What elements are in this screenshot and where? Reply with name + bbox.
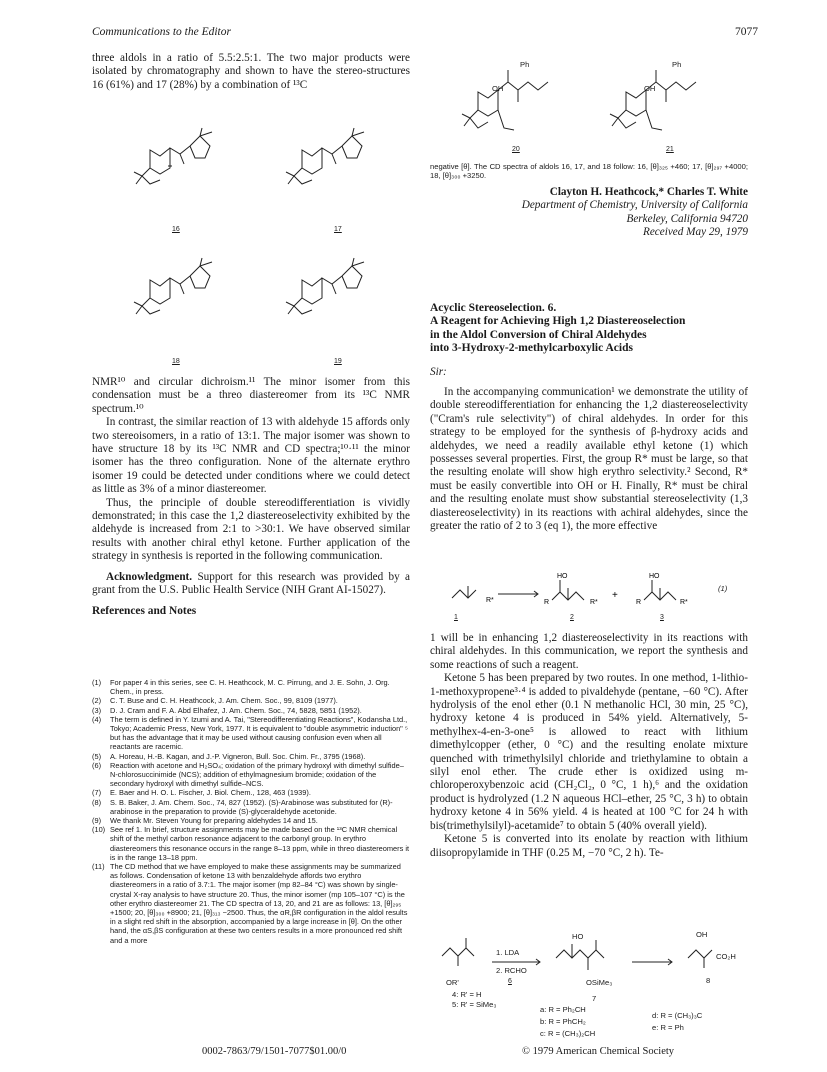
ph-label-20: Ph	[520, 60, 530, 69]
affiliation-city: Berkeley, California 94720	[626, 212, 748, 225]
right-para-2: 1 will be in enhancing 1,2 diastereoselectivity in its reactions with chiral aldehydes. In this communication, we report the synthesis and some reactions of such a reagent.	[430, 632, 748, 671]
reference-text: S. B. Baker, J. Am. Chem. Soc., 74, 827 (1952). (S)-Arabinose was substituted for (R)-arabinose in the preparation to provide (S)-glyceraldehyde acetonide.	[110, 797, 393, 816]
references-list	[92, 678, 410, 945]
title-line-1: Acyclic Stereoselection. 6.	[430, 302, 557, 314]
scheme-8: 8	[706, 976, 711, 985]
article-title	[430, 302, 748, 356]
authors: Clayton H. Heathcock,* Charles T. White	[549, 186, 748, 198]
reference-number: (1)	[92, 678, 102, 687]
svg-text:R*: R*	[680, 599, 688, 606]
reference-item	[92, 678, 410, 696]
label-16: 16	[172, 226, 180, 233]
reference-item	[92, 862, 410, 945]
ack-heading: Acknowledgment.	[106, 570, 193, 583]
reference-text: C. T. Buse and C. H. Heathcock, J. Am. Chem. Soc., 99, 8109 (1977).	[110, 696, 338, 706]
label-21: 21	[666, 146, 674, 153]
reference-item	[92, 788, 410, 797]
step-rcho-label: 6	[508, 978, 512, 985]
references-heading: References and Notes	[92, 604, 197, 617]
title-line-3: in the Aldol Conversion of Chiral Aldehydes	[430, 328, 647, 341]
scheme-co2h: CO₂H	[716, 952, 736, 961]
oh-label-20: OH	[492, 84, 504, 93]
svg-text:R*: R*	[590, 599, 598, 606]
right-para-1	[430, 386, 748, 533]
acknowledgment	[92, 571, 410, 598]
structures-20-21	[430, 46, 748, 164]
reference-text: Reaction with acetone and H₂SO₄; oxidation of the primary hydroxyl with dimethyl sulfide–N-chlorosuccinimide (NCS); addition of ethylmagnesium bromide; oxidation of the secondary hydroxyl with dimethyl sulfide–NCS.	[110, 760, 404, 789]
reference-text: D. J. Cram and F. A. Abd Elhafez, J. Am. Chem. Soc., 74, 5828, 5851 (1952).	[110, 705, 362, 715]
scheme-or: OR'	[446, 978, 459, 987]
reference-text: For paper 4 in this series, see C. H. Heathcock, M. C. Pirrung, and J. E. Sohn, J. Org. Chem., in press.	[110, 678, 390, 697]
reference-number: (11)	[92, 862, 105, 872]
substituent-b: b: R = PhCH₂	[540, 1017, 586, 1026]
reference-item	[92, 761, 410, 789]
footer-copyright: © 1979 American Chemical Society	[522, 1046, 675, 1057]
left-intro	[92, 52, 410, 92]
eq-number: (1)	[718, 584, 728, 593]
salutation: Sir:	[430, 366, 447, 378]
reference-item	[92, 816, 410, 825]
substituent-a: a: R = Ph₂CH	[540, 1005, 586, 1014]
step-lda: 1. LDA	[496, 948, 520, 957]
equation-1	[440, 564, 750, 624]
ack-body: Support for this research was provided by a grant from the U.S. Public Health Service (NIH Grant AI-15027).	[92, 570, 410, 597]
running-header-section: Communications to the Editor	[92, 26, 231, 38]
structures-16-19	[92, 118, 410, 370]
footer-code: 0002-7863/79/1501-7077$01.00/0	[202, 1046, 347, 1057]
eq-label-2: 2	[570, 614, 574, 621]
reference-number: (5)	[92, 751, 102, 761]
reference-number: (7)	[92, 788, 102, 798]
title-line-2: A Reagent for Achieving High 1,2 Diastereoselection	[430, 315, 686, 328]
aldol-structure-19	[286, 258, 364, 314]
ph-label-21: Ph	[672, 60, 682, 69]
label-17: 17	[334, 226, 342, 233]
aldol-structure-17	[286, 128, 364, 184]
scheme-4: 4: R' = H	[452, 990, 482, 999]
reference-text: The term is defined in Y. Izumi and A. Tai, "Stereodifferentiating Reactions", Kodansha Ltd., Tokyo; Academic Press, New York, 1977. It is equivalent to "double asymmetric induction" ⁵ but has the advantage that it may be used without causing confusion even when all reactants are racemic.	[110, 714, 408, 752]
reference-text: The CD method that we have employed to make these assignments may be summarized as follows. Condensation of ketone 13 with benzaldehyde affords two erythro diastereomers in a ratio of 3.7:1. The major isomer (mp 82–84 °C) was shown by single-crystal X-ray analysis to have structure 20. Thus, the minor isomer (mp 105–107 °C) is the other erythro diastereomer 21. The CD spectra of 13, 20, and 21 are as follows: 13, [θ]₂₉₅ +1500; 20, [θ]₃₀₀ +8900; 21, [θ]₃₁₃ −2500. Thus, the αR,βR configuration in the aldol results in a slight red shift in the absorption, accompanied by a large increase in [θ]. On the other hand, the αS,βS configuration at these two centers results in a more pronounced red shift and a more	[110, 862, 408, 945]
reference-item	[92, 825, 410, 862]
svg-text:R*: R*	[486, 597, 494, 604]
left-body	[92, 376, 410, 621]
reference-text: See ref 1. In brief, structure assignments may be made based on the ¹³C NMR chemical shift of the methyl carbon resonance adjacent to the carbonyl group. In erythro diastereomers this resonance occurs in the range 8–13 ppm, while in threo diastereomers it is in the range 13–18 ppm.	[110, 825, 410, 862]
scheme-5: 5: R' = SiMe₃	[452, 1000, 497, 1009]
label-18: 18	[172, 358, 180, 365]
substituent-d: d: R = (CH₃)₃C	[652, 1011, 703, 1020]
svg-text:+: +	[612, 590, 618, 601]
oh-label-21: OH	[644, 84, 656, 93]
reference-number: (6)	[92, 760, 102, 770]
scheme-7: 7	[592, 994, 597, 1003]
substituent-list-2	[652, 1010, 702, 1034]
signature-block	[430, 186, 748, 240]
svg-text:R: R	[636, 599, 642, 606]
label-19: 19	[334, 358, 342, 365]
left-para-3: Thus, the principle of double stereodifferentiation is vividly demonstrated; in this case the 1,2 diastereoselectivity exhibited by the aldehyde is increased from 2:1 to >30:1. We have observed similar results with another chiral ethyl ketone. Further application of the strategy in synthesis is reported in the following communication.	[92, 496, 410, 563]
reference-number: (8)	[92, 797, 102, 807]
aldol-structure-16	[134, 128, 212, 184]
scheme-oh: OH	[696, 930, 708, 939]
svg-text:HO: HO	[649, 573, 660, 580]
intro-paragraph: three aldols in a ratio of 5.5:2.5:1. The two major products were isolated by chromatography and shown to have the stereo-structures 16 (61%) and 17 (28%) by a combination of ¹³C	[92, 52, 410, 91]
scheme-osime3: OSiMe₃	[586, 978, 613, 987]
title-line-4: into 3-Hydroxy-2-methylcarboxylic Acids	[430, 342, 633, 355]
reference-text: We thank Mr. Steven Young for preparing aldehydes 14 and 15.	[110, 816, 318, 826]
reference-item	[92, 798, 410, 816]
eq-label-3: 3	[660, 614, 664, 621]
cd-note: negative [θ]. The CD spectra of aldols 16, 17, and 18 follow: 16, [θ]₃₂₅ +460; 17, [θ]₂₉₇ +4000; 18, [θ]₃₀₀ +3250.	[430, 162, 748, 181]
received-date: Received May 29, 1979	[643, 226, 748, 239]
reference-item	[92, 715, 410, 752]
left-para-1: NMR¹⁰ and circular dichroism.¹¹ The minor isomer from this condensation must be a threo diastereomer from its ¹³C NMR spectrum.¹⁰	[92, 376, 410, 415]
reference-item	[92, 706, 410, 715]
left-para-2: In contrast, the similar reaction of 13 with aldehyde 15 affords only two stereoisomers, in a ratio of 13:1. The major isomer was shown to have structure 18 by its ¹³C NMR and CD spectra;¹⁰·¹¹ the minor isomer has the threo configuration. None of the alternate erythro isomer 19 could be detected under conditions where we could detect as little as 3% of a minor diastereomer.	[92, 416, 410, 496]
right-body	[430, 632, 748, 860]
aldol-structure-18	[134, 258, 212, 314]
substituent-list-1	[540, 1004, 595, 1040]
reference-number: (3)	[92, 705, 102, 715]
right-para-3: Ketone 5 has been prepared by two routes. In one method, 1-lithio-1-methoxypropene³·⁴ is added to pivaldehyde (pentane, −60 °C). After hydrolysis of the enol ether (0.1 N methanolic HCl, 30 min, 25 °C), hydroxy ketone 4 is produced in 54% yield. Alternatively, 5-methylhex-4-en-3-one⁵ is allowed to react with lithium dimethylcopper (ether, 0 °C) and the resulting enolate mixture quenched with trimethylsilyl chloride and triethylamine to obtain a silyl enol ether. The crude ether is oxidized using m-chloroperoxybenzoic acid (CH₂Cl₂, 0 °C, 1 h),⁶ and the oxidation product is hydrolyzed (1.2 N aqueous HCl–ether, 25 °C, 3 h) to obtain hydroxy ketone 4 in 56% yield. 4 is heated at 100 °C for 24 h with bis(trimethylsilyl)-acetamide⁷ to obtain 5 (40% overall yield).	[430, 672, 748, 832]
eq-label-1: 1	[454, 614, 458, 621]
reference-number: (10)	[92, 825, 106, 835]
svg-text:HO: HO	[557, 573, 568, 580]
reference-number: (9)	[92, 816, 102, 826]
reference-item	[92, 752, 410, 761]
step-rcho: 2. RCHO	[496, 966, 527, 975]
reference-item	[92, 696, 410, 705]
reference-number: (4)	[92, 714, 102, 724]
reference-text: A. Horeau, H.-B. Kagan, and J.-P. Vigneron, Bull. Soc. Chim. Fr., 3795 (1968).	[110, 751, 366, 761]
scheme-ho: HO	[572, 932, 584, 941]
affiliation-dept: Department of Chemistry, University of California	[521, 199, 748, 212]
aldol-structure-21	[610, 70, 696, 130]
aldol-structure-20	[462, 70, 548, 130]
reference-text: E. Baer and H. O. L. Fischer, J. Biol. Chem., 128, 463 (1939).	[110, 788, 311, 798]
label-20: 20	[512, 146, 520, 153]
right-para-4: Ketone 5 is converted into its enolate by reaction with lithium diisopropylamide in THF (0.25 M, −70 °C, 2 h). Te-	[430, 833, 748, 859]
substituent-e: e: R = Ph	[652, 1023, 684, 1032]
right-para-1-text: In the accompanying communication¹ we demonstrate the utility of double stereodifferentiation for enhancing the 1,2 diastereoselectivity ("Cram's rule selectivity") of chiral aldehydes. In order for this strategy to be employed for the synthesis of β-hydroxy acids and aldehydes, we need a readily available ethyl ketone (1) which possesses several properties. First, the group R* must be large, so that the resulting enolate will show high erythro selectivity.² Second, R* must be easily convertible into OH or H. Finally, R* must be chiral and the resulting enolate must show substantial stereoselectivity (1,3 diastereoselectivity) in its reactions with achiral aldehydes, since the greater the ratio of 2 to 3 (eq 1), the more effective	[430, 386, 748, 533]
reference-number: (2)	[92, 696, 102, 706]
page-number: 7077	[735, 26, 758, 38]
svg-text:R: R	[544, 599, 550, 606]
substituent-c: c: R = (CH₃)₂CH	[540, 1029, 596, 1038]
